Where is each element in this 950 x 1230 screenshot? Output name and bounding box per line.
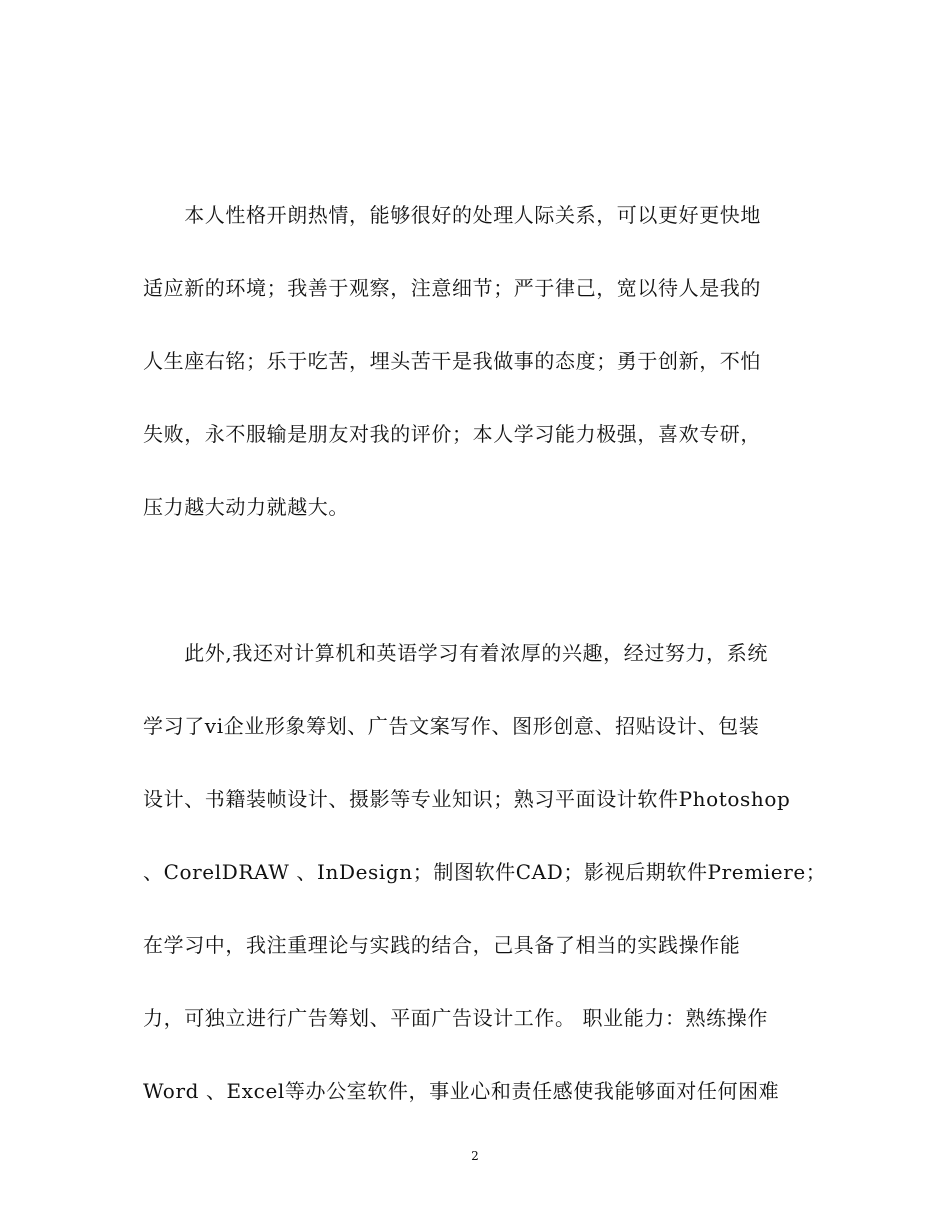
paragraph-1-line-1: 本人性格开朗热情，能够很好的处理人际关系，可以更好更快地 xyxy=(143,203,761,227)
paragraph-1-line-5: 压力越大动力就越大。 xyxy=(143,495,349,519)
paragraph-1-line-2: 适应新的环境；我善于观察，注意细节；严于律己，宽以待人是我的 xyxy=(143,276,761,300)
paragraph-2-line-1: 此外,我还对计算机和英语学习有着浓厚的兴趣，经过努力，系统 xyxy=(143,641,768,665)
paragraph-2-line-3: 设计、书籍装帧设计、摄影等专业知识；熟习平面设计软件Photoshop xyxy=(143,787,791,811)
paragraph-2-line-6: 力，可独立进行广告筹划、平面广告设计工作。 职业能力：熟练操作 xyxy=(143,1006,768,1030)
paragraph-2-line-7: Word 、Excel等办公室软件，事业心和责任感使我能够面对任何困难 xyxy=(143,1079,780,1103)
page-number: 2 xyxy=(471,1149,479,1163)
paragraph-2-line-2: 学习了vi企业形象筹划、广告文案写作、图形创意、招贴设计、包装 xyxy=(143,714,760,738)
paragraph-2-line-5: 在学习中，我注重理论与实践的结合，己具备了相当的实践操作能 xyxy=(143,933,741,957)
paragraph-1-line-3: 人生座右铭；乐于吃苦，埋头苦干是我做事的态度；勇于创新，不怕 xyxy=(143,349,761,373)
paragraph-2-line-4: 、CorelDRAW 、InDesign；制图软件CAD；影视后期软件Premiere； xyxy=(143,860,827,884)
paragraph-1-line-4: 失败，永不服输是朋友对我的评价；本人学习能力极强，喜欢专研， xyxy=(143,422,761,446)
